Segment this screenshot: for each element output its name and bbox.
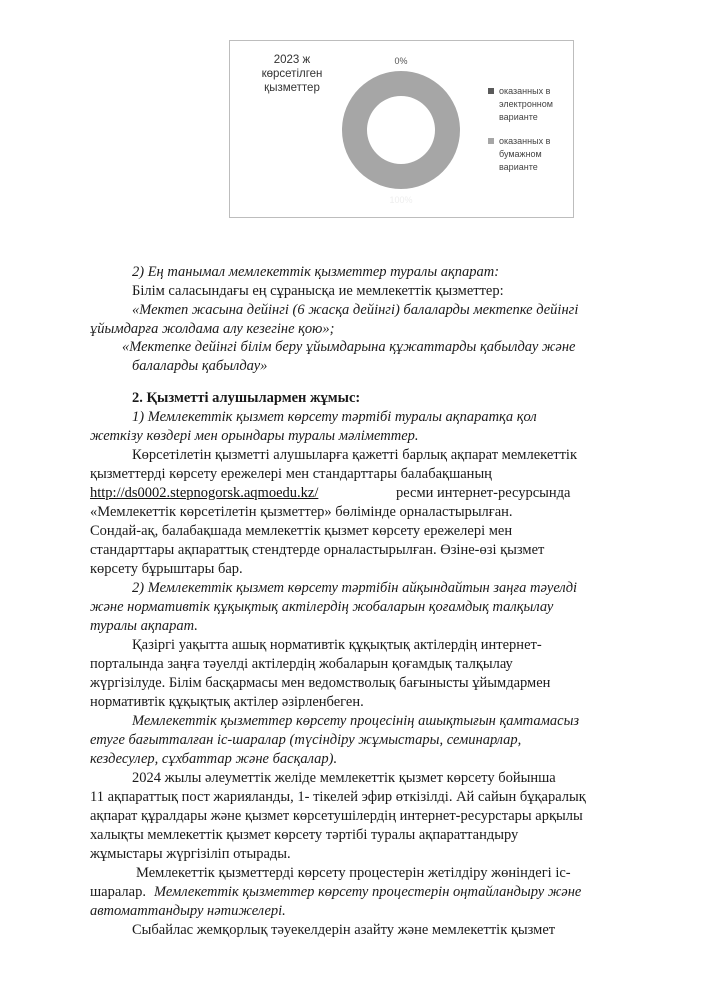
legend-label: оказанных в электронном варианте: [499, 86, 553, 122]
p2-line-d: «Мемлекеттік көрсетілетін қызметтер» бөлімінде орналастырылған.: [90, 504, 513, 520]
p6-line-c: ақпарат құралдары және қызмет көрсетушілердің интернет-ресурстары арқылы: [90, 808, 583, 824]
legend-item-2: [488, 135, 570, 174]
p3-line-a: 2) Мемлекеттік қызмет көрсету тәртібін айқындайтын заңға тәуелді: [132, 580, 578, 596]
intro-line: Білім саласындағы ең сұранысқа ие мемлекеттік қызметтер:: [132, 283, 504, 299]
p2-line-a: Көрсетілетін қызметті алушыларға қажетті барлық ақпарат мемлекеттік: [132, 447, 578, 463]
chart-legend: [488, 85, 570, 185]
p6-line-b: 11 ақпараттық пост жарияланды, 1- тікелей эфир өткізілді. Ай сайын бұқаралық: [90, 789, 586, 805]
website-link[interactable]: http://ds0002.stepnogorsk.aqmoedu.kz/: [90, 485, 319, 501]
p2-line-f: стандарттары ақпараттық стендтерде орналастырылған. Өзіне-өзі қызмет: [90, 542, 545, 558]
p1-line-b: жеткізу көздері мен орындары туралы мәліметтер.: [90, 428, 419, 444]
p7-line-a: Мемлекеттік қызметтерді көрсету процестерін жетілдіру жөніндегі іс-: [136, 865, 571, 881]
p3-line-b: және нормативтік құқықтық актілердің жобаларын қоғамдық талқылау: [90, 599, 554, 615]
legend-item-1: [488, 85, 570, 124]
service-item-1-line-a: «Мектеп жасына дейінгі (6 жасқа дейінгі) балаларды мектепке дейінгі: [132, 302, 579, 318]
p1-line-a: 1) Мемлекеттік қызмет көрсету тәртібі туралы ақпаратқа қол: [132, 409, 537, 425]
section-heading-popular-services: 2) Ең танымал мемлекеттік қызметтер туралы ақпарат:: [132, 264, 500, 280]
p8-line-a: Сыбайлас жемқорлық тәуекелдерін азайту және мемлекеттік қызмет: [132, 922, 556, 938]
data-label-2: 100%: [389, 195, 413, 205]
chart-title: 2023 ж көрсетілген қызметтер: [261, 54, 323, 94]
p5-line-b: етуге бағытталған іс-шаралар (түсіндіру жұмыстары, семинарлар,: [90, 732, 522, 748]
section-2-title: 2. Қызметті алушылармен жұмыс:: [132, 390, 361, 406]
p2-line-c-rest: ресми интернет-ресурсында: [396, 485, 571, 501]
p3-line-c: туралы ақпарат.: [90, 618, 198, 634]
p4-line-a: Қазіргі уақытта ашық нормативтік құқықтық актілердің интернет-: [132, 637, 542, 653]
p2-line-b: қызметтерді көрсету ережелері мен стандарттары балабақшаның: [90, 466, 492, 482]
service-item-2-line-b: балаларды қабылдау»: [132, 358, 268, 374]
p6-line-a: 2024 жылы әлеуметтік желіде мемлекеттік қызмет көрсету бойынша: [132, 770, 556, 786]
p7-line-b2: Мемлекеттік қызметтер көрсету процестерін оңтайландыру және: [154, 884, 582, 900]
p5-line-a: Мемлекеттік қызметтер көрсету процесінің ашықтығын қамтамасыз: [132, 713, 580, 729]
legend-swatch: [488, 138, 494, 144]
data-label-1: 0%: [394, 56, 408, 66]
service-item-2-line-a: «Мектепке дейінгі білім беру ұйымдарына құжаттарды қабылдау және: [122, 339, 576, 355]
pie-slice-2: [342, 71, 460, 189]
p7-line-c: автоматтандыру нәтижелері.: [90, 903, 286, 919]
donut-chart: [229, 40, 574, 218]
p6-line-e: жұмыстары жүргізіліп отырады.: [90, 846, 291, 862]
p4-line-b: порталында заңға тәуелді актілердің жобаларын қоғамдық талқылау: [90, 656, 513, 672]
p7-line-b1: шаралар.: [90, 884, 146, 900]
p6-line-d: халықты мемлекеттік қызмет көрсету тәртібі туралы ақпараттандыру: [90, 827, 519, 843]
p2-line-g: көрсету бұрыштары бар.: [90, 561, 243, 577]
legend-swatch: [488, 88, 494, 94]
p4-line-d: нормативтік құқықтық актілер әзірленбеген.: [90, 694, 364, 710]
service-item-1-line-b: ұйымдарға жолдама алу кезегіне қою»;: [90, 321, 335, 337]
p2-line-e: Сондай-ақ, балабақшада мемлекеттік қызмет көрсету ережелері мен: [90, 523, 513, 539]
p4-line-c: жүргізілуде. Білім басқармасы мен ведомстволық бағынысты ұйымдармен: [90, 675, 551, 691]
legend-label: оказанных в бумажном варианте: [499, 136, 551, 172]
p5-line-c: кездесулер, сұхбаттар және басқалар).: [90, 751, 338, 767]
